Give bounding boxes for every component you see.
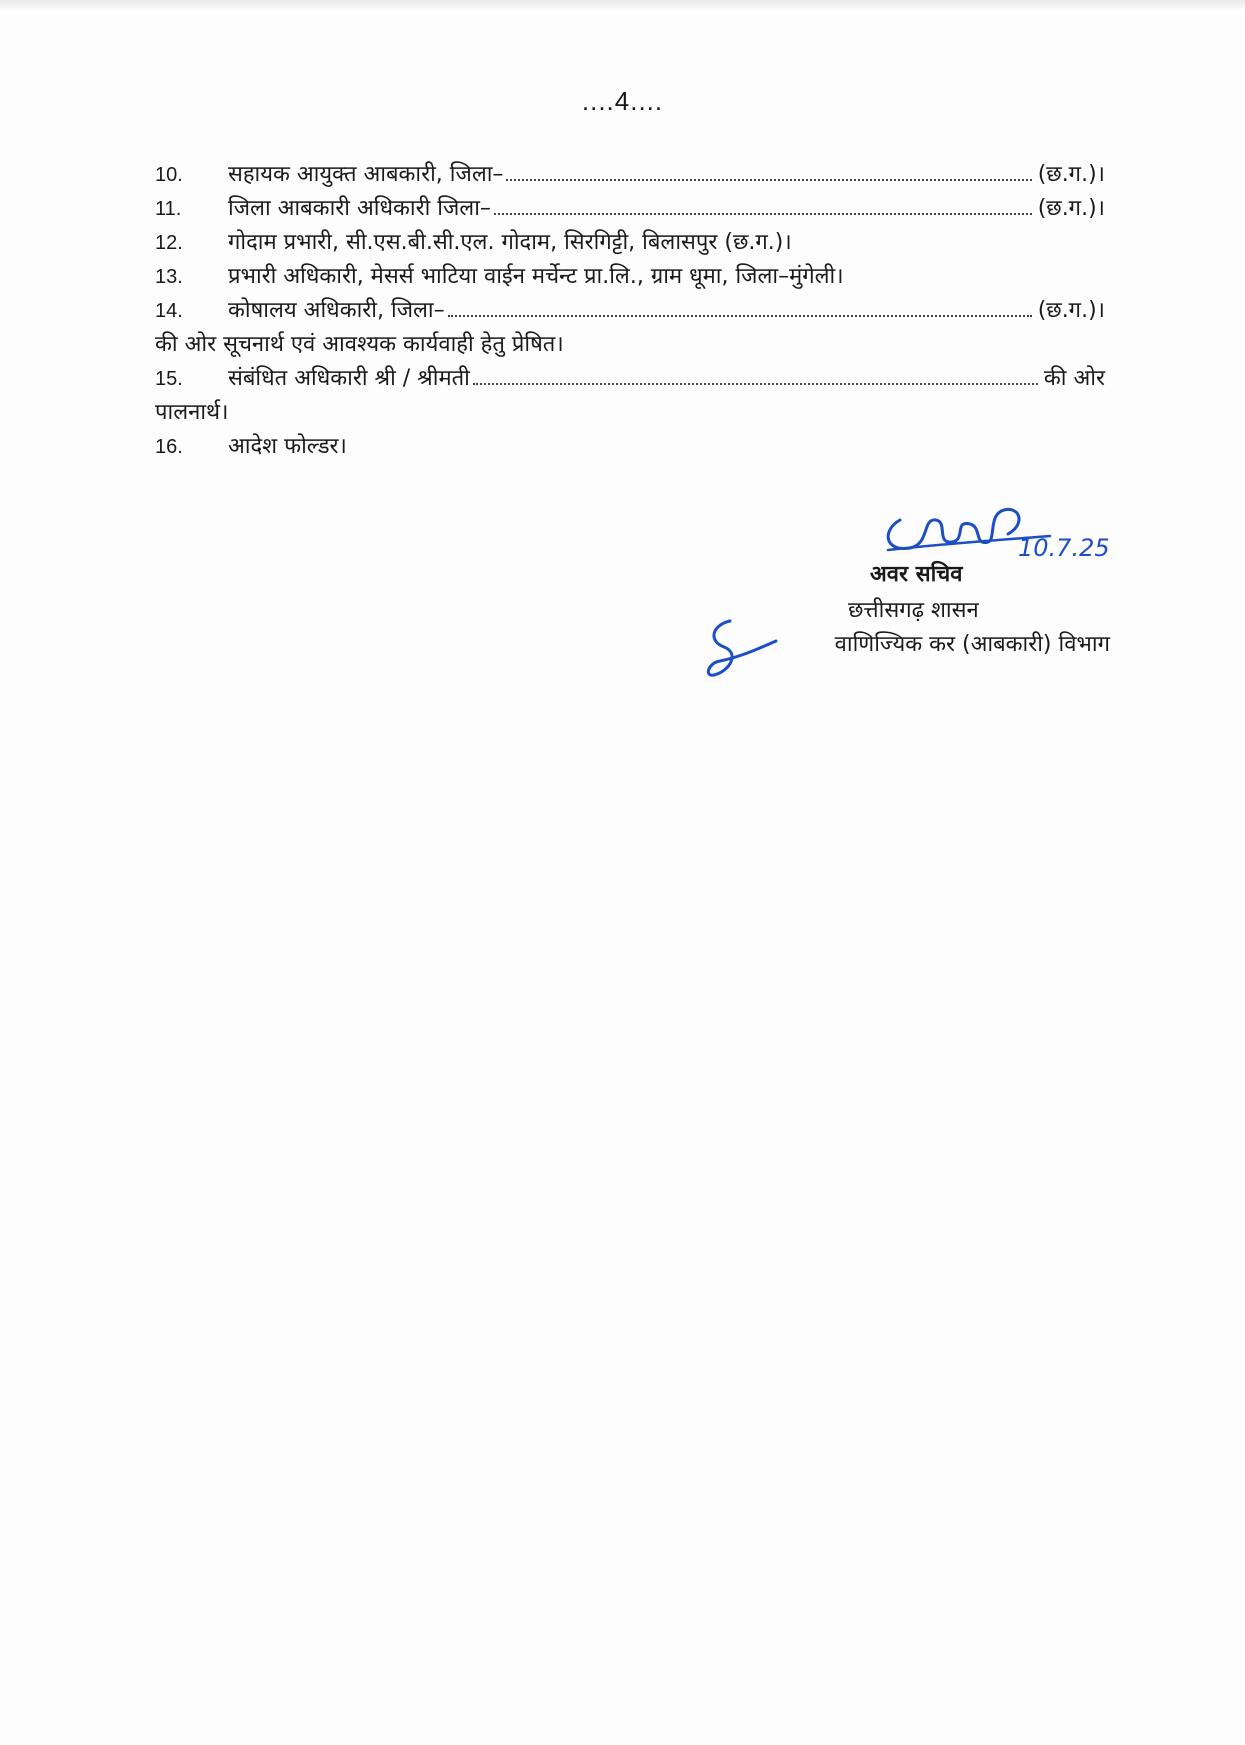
fill-in-blank (494, 212, 1032, 215)
government-name: छत्तीसगढ़ शासन (848, 598, 979, 623)
item-suffix: (छ.ग.)। (1037, 196, 1105, 221)
item-suffix: की ओर (1043, 366, 1105, 391)
item-text: आदेश फोल्डर। (228, 434, 347, 459)
list-item-14 (155, 294, 1105, 328)
item-text: प्रभारी अधिकारी, मेसर्स भाटिया वाईन मर्चेन्ट प्रा.लि., ग्राम धूमा, जिला–मुंगेली। (228, 264, 844, 289)
list-item-15-continuation (155, 396, 1105, 430)
list-item-13 (155, 260, 1105, 294)
list-item-12 (155, 226, 1105, 260)
list-item-11 (155, 192, 1105, 226)
fill-in-blank (448, 314, 1032, 317)
item-number: 14. (155, 300, 183, 322)
fill-in-blank (473, 382, 1038, 385)
item-number: 11. (155, 198, 182, 220)
signature-date: 10.7.25 (1018, 534, 1110, 562)
item-suffix: (छ.ग.)। (1037, 298, 1105, 323)
item-number: 16. (155, 436, 183, 458)
distribution-list (155, 158, 1105, 464)
item-number: 12. (155, 232, 183, 254)
item-text: जिला आबकारी अधिकारी जिला– (228, 196, 491, 221)
list-item-16 (155, 430, 1105, 464)
forward-note-text: की ओर सूचनार्थ एवं आवश्यक कार्यवाही हेतु प्रेषित। (155, 332, 564, 357)
page-number: ....4.... (581, 86, 664, 116)
handwritten-signature (870, 490, 1110, 565)
item-suffix: (छ.ग.)। (1037, 162, 1105, 187)
list-item-15 (155, 362, 1105, 396)
handwritten-initial (700, 615, 780, 685)
item-number: 10. (155, 164, 183, 186)
item-text: गोदाम प्रभारी, सी.एस.बी.सी.एल. गोदाम, सिरगिट्टी, बिलासपुर (छ.ग.)। (228, 230, 792, 255)
item-text: सहायक आयुक्त आबकारी, जिला– (228, 162, 504, 187)
item-number: 13. (155, 266, 183, 288)
item-number: 15. (155, 368, 183, 390)
signature-block (700, 490, 1110, 720)
designation: अवर सचिव (870, 562, 963, 587)
fill-in-blank (506, 178, 1031, 181)
list-item-10 (155, 158, 1105, 192)
item-text: कोषालय अधिकारी, जिला– (228, 298, 445, 323)
item-text: पालनार्थ। (155, 400, 229, 425)
department-name: वाणिज्यिक कर (आबकारी) विभाग (834, 632, 1110, 657)
scan-edge (0, 0, 1245, 10)
forward-note (155, 328, 1105, 362)
item-text: संबंधित अधिकारी श्री / श्रीमती (228, 366, 470, 391)
